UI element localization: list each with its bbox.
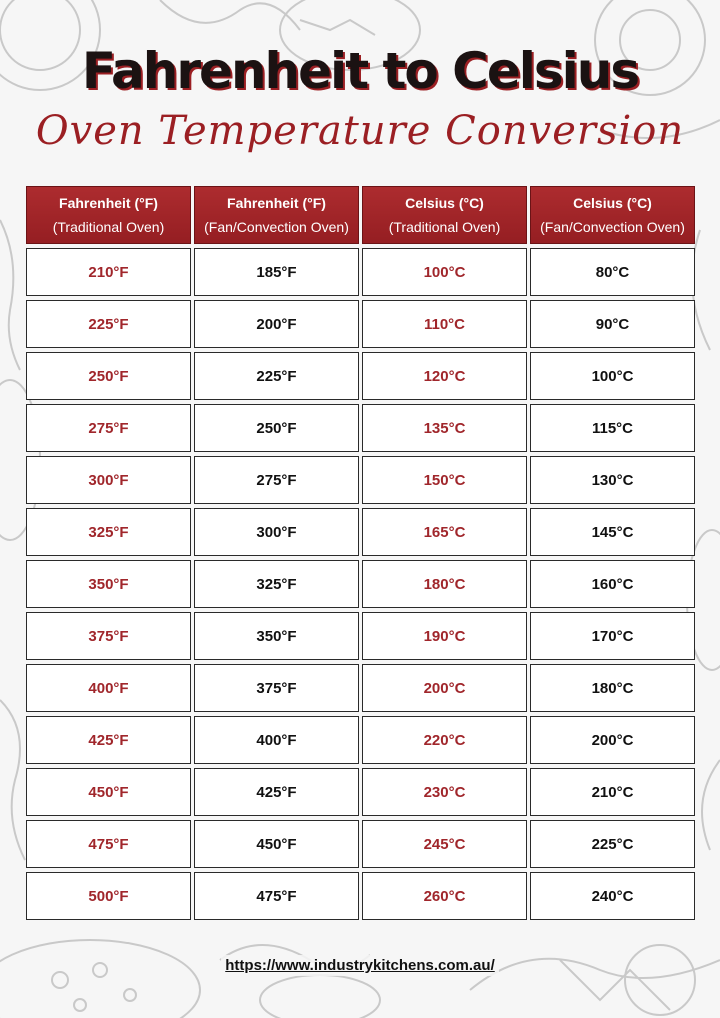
- celsius-traditional-cell: 120°C: [362, 352, 527, 400]
- celsius-traditional-cell: 245°C: [362, 820, 527, 868]
- fahrenheit-fan-cell: 425°F: [194, 768, 359, 816]
- table-row: [26, 820, 695, 868]
- fahrenheit-traditional-cell: 250°F: [26, 352, 191, 400]
- footer: [0, 957, 720, 975]
- celsius-traditional-cell: 180°C: [362, 560, 527, 608]
- celsius-fan-cell: 145°C: [530, 508, 695, 556]
- celsius-traditional-cell: 135°C: [362, 404, 527, 452]
- celsius-traditional-cell: 260°C: [362, 872, 527, 920]
- table-row: [26, 612, 695, 660]
- fahrenheit-fan-cell: 450°F: [194, 820, 359, 868]
- page-title: Fahrenheit to Celsius: [81, 42, 639, 100]
- table-row: [26, 248, 695, 296]
- celsius-traditional-cell: 100°C: [362, 248, 527, 296]
- celsius-fan-cell: 90°C: [530, 300, 695, 348]
- column-header-subtitle: (Fan/Convection Oven): [540, 219, 685, 235]
- column-header-fahrenheit-fan: [194, 186, 359, 244]
- fahrenheit-fan-cell: 185°F: [194, 248, 359, 296]
- fahrenheit-traditional-cell: 275°F: [26, 404, 191, 452]
- celsius-traditional-cell: 165°C: [362, 508, 527, 556]
- table-row: [26, 456, 695, 504]
- fahrenheit-traditional-cell: 475°F: [26, 820, 191, 868]
- celsius-fan-cell: 115°C: [530, 404, 695, 452]
- table-row: [26, 872, 695, 920]
- fahrenheit-fan-cell: 400°F: [194, 716, 359, 764]
- column-header-subtitle: (Fan/Convection Oven): [204, 219, 349, 235]
- fahrenheit-fan-cell: 300°F: [194, 508, 359, 556]
- celsius-traditional-cell: 200°C: [362, 664, 527, 712]
- celsius-fan-cell: 210°C: [530, 768, 695, 816]
- column-header-title: Celsius (°C): [405, 195, 484, 211]
- fahrenheit-fan-cell: 375°F: [194, 664, 359, 712]
- conversion-table-container: [23, 182, 698, 924]
- fahrenheit-traditional-cell: 350°F: [26, 560, 191, 608]
- column-header-title: Fahrenheit (°F): [59, 195, 158, 211]
- celsius-traditional-cell: 150°C: [362, 456, 527, 504]
- fahrenheit-traditional-cell: 450°F: [26, 768, 191, 816]
- table-row: [26, 560, 695, 608]
- celsius-traditional-cell: 230°C: [362, 768, 527, 816]
- celsius-fan-cell: 240°C: [530, 872, 695, 920]
- celsius-fan-cell: 100°C: [530, 352, 695, 400]
- celsius-traditional-cell: 110°C: [362, 300, 527, 348]
- celsius-traditional-cell: 190°C: [362, 612, 527, 660]
- website-link[interactable]: https://www.industrykitchens.com.au/: [221, 955, 498, 976]
- celsius-fan-cell: 130°C: [530, 456, 695, 504]
- table-row: [26, 664, 695, 712]
- table-row: [26, 768, 695, 816]
- celsius-fan-cell: 180°C: [530, 664, 695, 712]
- column-header-title: Celsius (°C): [573, 195, 652, 211]
- fahrenheit-fan-cell: 250°F: [194, 404, 359, 452]
- table-row: [26, 300, 695, 348]
- fahrenheit-traditional-cell: 425°F: [26, 716, 191, 764]
- celsius-fan-cell: 80°C: [530, 248, 695, 296]
- fahrenheit-traditional-cell: 210°F: [26, 248, 191, 296]
- page-subtitle: Oven Temperature Conversion: [35, 108, 685, 154]
- fahrenheit-traditional-cell: 400°F: [26, 664, 191, 712]
- fahrenheit-traditional-cell: 375°F: [26, 612, 191, 660]
- table-row: [26, 716, 695, 764]
- column-header-fahrenheit-traditional: [26, 186, 191, 244]
- celsius-traditional-cell: 220°C: [362, 716, 527, 764]
- fahrenheit-traditional-cell: 225°F: [26, 300, 191, 348]
- celsius-fan-cell: 160°C: [530, 560, 695, 608]
- fahrenheit-fan-cell: 200°F: [194, 300, 359, 348]
- column-header-title: Fahrenheit (°F): [227, 195, 326, 211]
- celsius-fan-cell: 170°C: [530, 612, 695, 660]
- fahrenheit-fan-cell: 275°F: [194, 456, 359, 504]
- table-row: [26, 508, 695, 556]
- fahrenheit-traditional-cell: 300°F: [26, 456, 191, 504]
- fahrenheit-fan-cell: 475°F: [194, 872, 359, 920]
- column-header-subtitle: (Traditional Oven): [52, 219, 165, 235]
- fahrenheit-traditional-cell: 325°F: [26, 508, 191, 556]
- fahrenheit-fan-cell: 325°F: [194, 560, 359, 608]
- fahrenheit-fan-cell: 225°F: [194, 352, 359, 400]
- table-row: [26, 352, 695, 400]
- celsius-fan-cell: 200°C: [530, 716, 695, 764]
- column-header-celsius-fan: [530, 186, 695, 244]
- celsius-fan-cell: 225°C: [530, 820, 695, 868]
- column-header-celsius-traditional: [362, 186, 527, 244]
- conversion-table: [23, 182, 698, 924]
- fahrenheit-traditional-cell: 500°F: [26, 872, 191, 920]
- column-header-subtitle: (Traditional Oven): [388, 219, 501, 235]
- table-header-row: [26, 186, 695, 244]
- table-row: [26, 404, 695, 452]
- fahrenheit-fan-cell: 350°F: [194, 612, 359, 660]
